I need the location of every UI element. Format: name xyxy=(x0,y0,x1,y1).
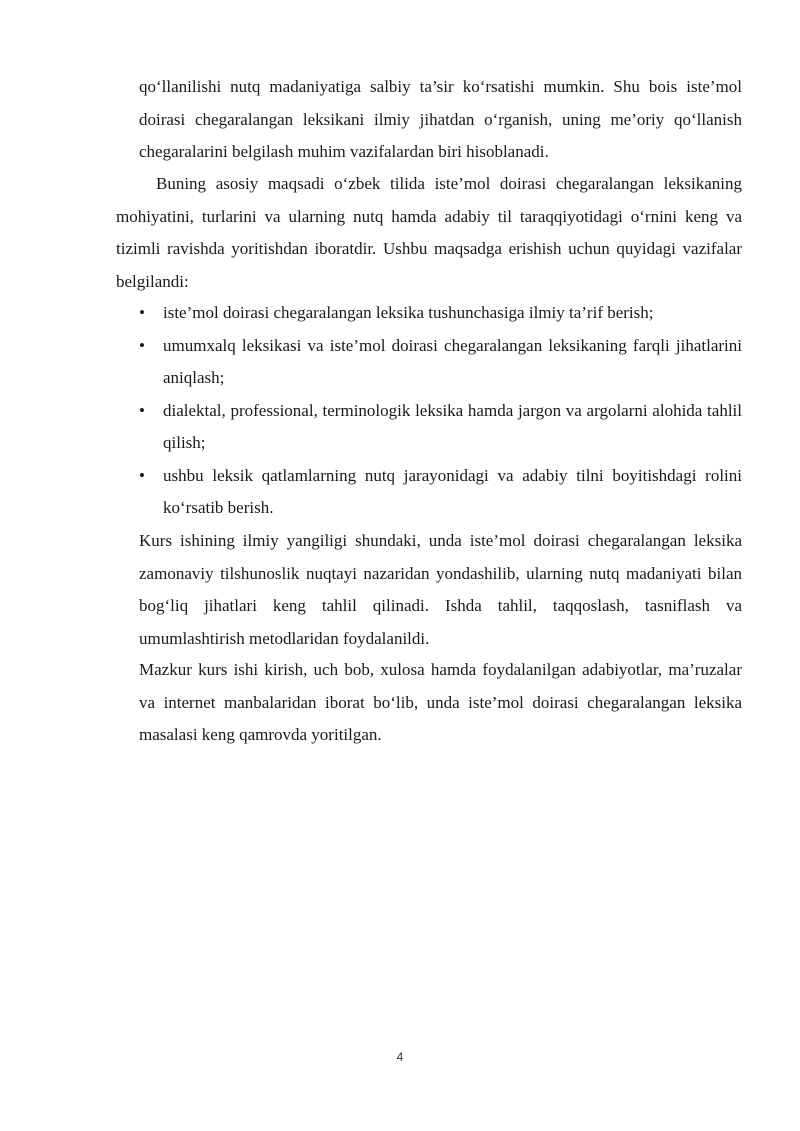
list-item-text: iste’mol doirasi chegaralangan leksika tushunchasiga ilmiy ta’rif berish; xyxy=(163,303,654,322)
tasks-list xyxy=(139,297,742,525)
list-item xyxy=(139,395,742,460)
bullet-icon: • xyxy=(139,335,145,355)
list-item-text: ushbu leksik qatlamlarning nutq jarayonidagi va adabiy tilni boyitishdagi rolini ko‘rsatib berish. xyxy=(163,465,742,517)
paragraph-intro-continuation: qo‘llanilishi nutq madaniyatiga salbiy ta’sir ko‘rsatishi mumkin. Shu bois iste’mol doirasi chegaralangan leksikani ilmiy jihatdan o‘rganish, uning me’oriy qo‘llanish chegaralarini belgilash muhim vazifalardan biri hisoblanadi. xyxy=(139,77,742,161)
bullet-icon: • xyxy=(139,465,145,485)
page-number: 4 xyxy=(396,1050,404,1064)
list-item xyxy=(139,297,742,330)
paragraph-novelty: Kurs ishining ilmiy yangiligi shundaki, unda iste’mol doirasi chegaralangan leksika zamonaviy tilshunoslik nuqtayi nazaridan yondashilib, ularning nutq madaniyati bilan bog‘liq jihatlari keng tahlil qilinadi. Ishda tahlil, taqqoslash, tasniflash va umumlashtirish metodlaridan foydalanildi. xyxy=(139,531,742,648)
list-item xyxy=(139,460,742,525)
list-item-text: dialektal, professional, terminologik leksika hamda jargon va argolarni alohida tahlil qilish; xyxy=(163,400,742,452)
bullet-icon: • xyxy=(139,400,145,420)
bullet-icon: • xyxy=(139,303,145,322)
list-item xyxy=(139,330,742,395)
list-item-text: umumxalq leksikasi va iste’mol doirasi chegaralangan leksikaning farqli jihatlarini aniqlash; xyxy=(163,335,742,387)
paragraph-structure: Mazkur kurs ishi kirish, uch bob, xulosa hamda foydalanilgan adabiyotlar, ma’ruzalar va internet manbalaridan iborat bo‘lib, unda iste’mol doirasi chegaralangan leksika masalasi keng qamrovda yoritilgan. xyxy=(139,660,742,744)
paragraph-aim: Buning asosiy maqsadi o‘zbek tilida iste’mol doirasi chegaralangan leksikaning mohiyatini, turlarini va ularning nutq hamda adabiy til taraqqiyotidagi o‘rnini keng va tizimli ravishda yoritishdan iboratdir. Ushbu maqsadga erishish uchun quyidagi vazifalar belgilandi: xyxy=(116,174,742,291)
